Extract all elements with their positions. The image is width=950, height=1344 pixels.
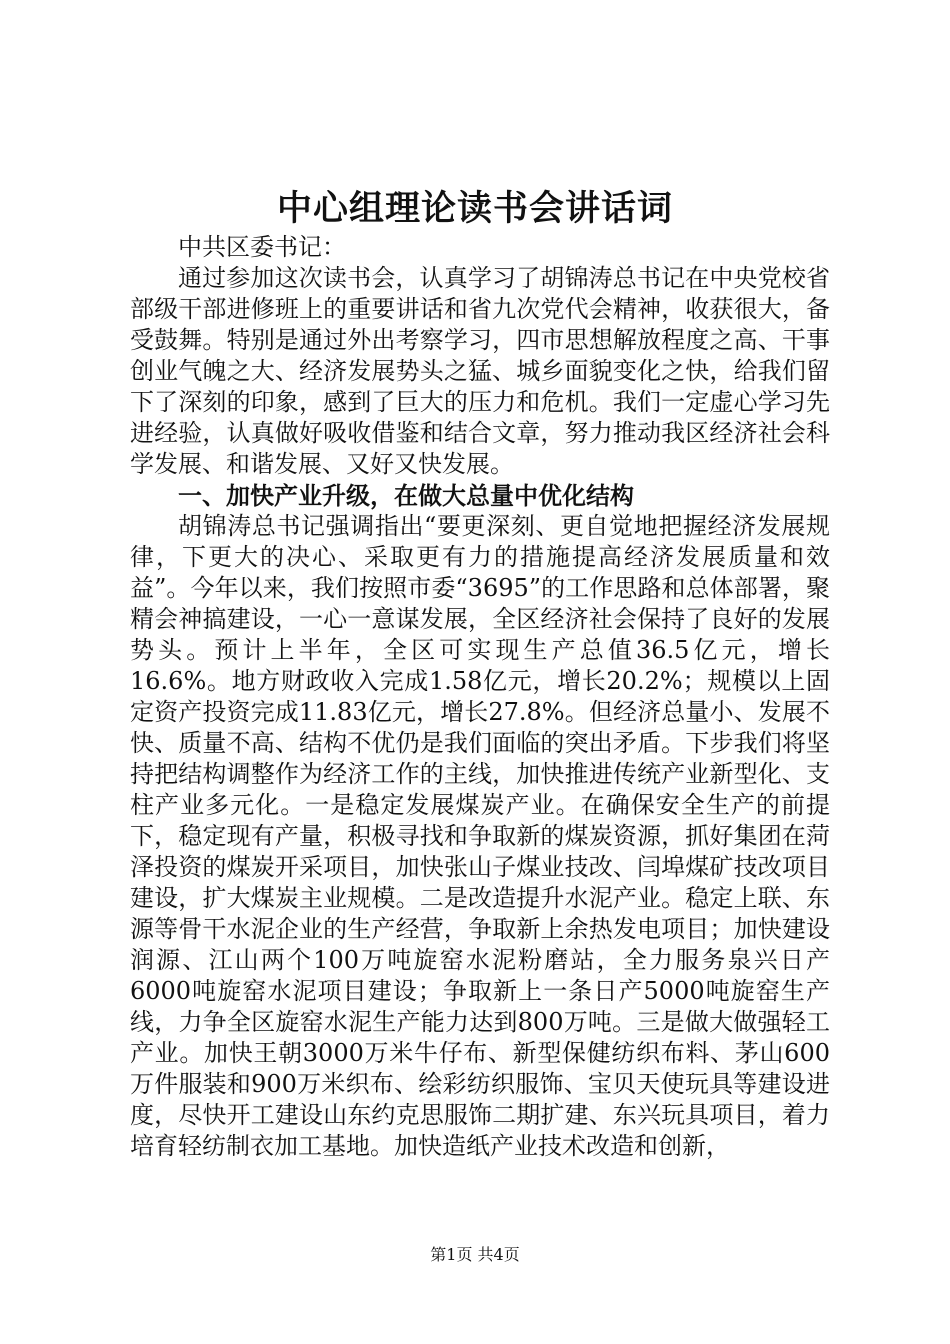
document-title: 中心组理论读书会讲话词 (276, 188, 673, 229)
page-footer: 第1页 共4页 (430, 1245, 520, 1264)
section-heading-1: 一、加快产业升级，在做大总量中优化结构 (178, 481, 634, 510)
author-line: 中共区委书记： (178, 233, 346, 261)
document-body (130, 232, 830, 1162)
intro-paragraph: 通过参加这次读书会，认真学习了胡锦涛总书记在中央党校省部级干部进修班上的重要讲话和省九次党代会精神，收获很大，备受鼓舞。特别是通过外出考察学习，四市思想解放程度之高、干事创业气魄之大、经济发展势头之猛、城乡面貌变化之快，给我们留下了深刻的印象，感到了巨大的压力和危机。我们一定虚心学习先进经验，认真做好吸收借鉴和结合文章，努力推动我区经济社会科学发展、和谐发展、又好又快发展。 (130, 264, 830, 478)
section-paragraph-1: 胡锦涛总书记强调指出“要更深刻、更自觉地把握经济发展规律，下更大的决心、采取更有力的措施提高经济发展质量和效益”。今年以来，我们按照市委“3695”的工作思路和总体部署，聚精会神搞建设，一心一意谋发展，全区经济社会保持了良好的发展势头。预计上半年，全区可实现生产总值36.5亿元，增长16.6%。地方财政收入完成1.58亿元，增长20.2%；规模以上固定资产投资完成11.83亿元，增长27.8%。但经济总量小、发展不快、质量不高、结构不优仍是我们面临的突出矛盾。下步我们将坚持把结构调整作为经济工作的主线，加快推进传统产业新型化、支柱产业多元化。一是稳定发展煤炭产业。在确保安全生产的前提下，稳定现有产量，积极寻找和争取新的煤炭资源，抓好集团在菏泽投资的煤炭开采项目，加快张山子煤业技改、闫埠煤矿技改项目建设，扩大煤炭主业规模。二是改造提升水泥产业。稳定上联、东源等骨干水泥企业的生产经营，争取新上余热发电项目；加快建设润源、江山两个100万吨旋窑水泥粉磨站，全力服务泉兴日产6000吨旋窑水泥项目建设；争取新上一条日产5000吨旋窑生产线，力争全区旋窑水泥生产能力达到800万吨。三是做大做强轻工产业。加快王朝3000万米牛仔布、新型保健纺织布料、茅山600万件服装和900万米织布、绘彩纺织服饰、宝贝天使玩具等建设进度，尽快开工建设山东约克思服饰二期扩建、东兴玩具项目，着力培育轻纺制衣加工基地。加快造纸产业技术改造和创新， (130, 512, 830, 1160)
